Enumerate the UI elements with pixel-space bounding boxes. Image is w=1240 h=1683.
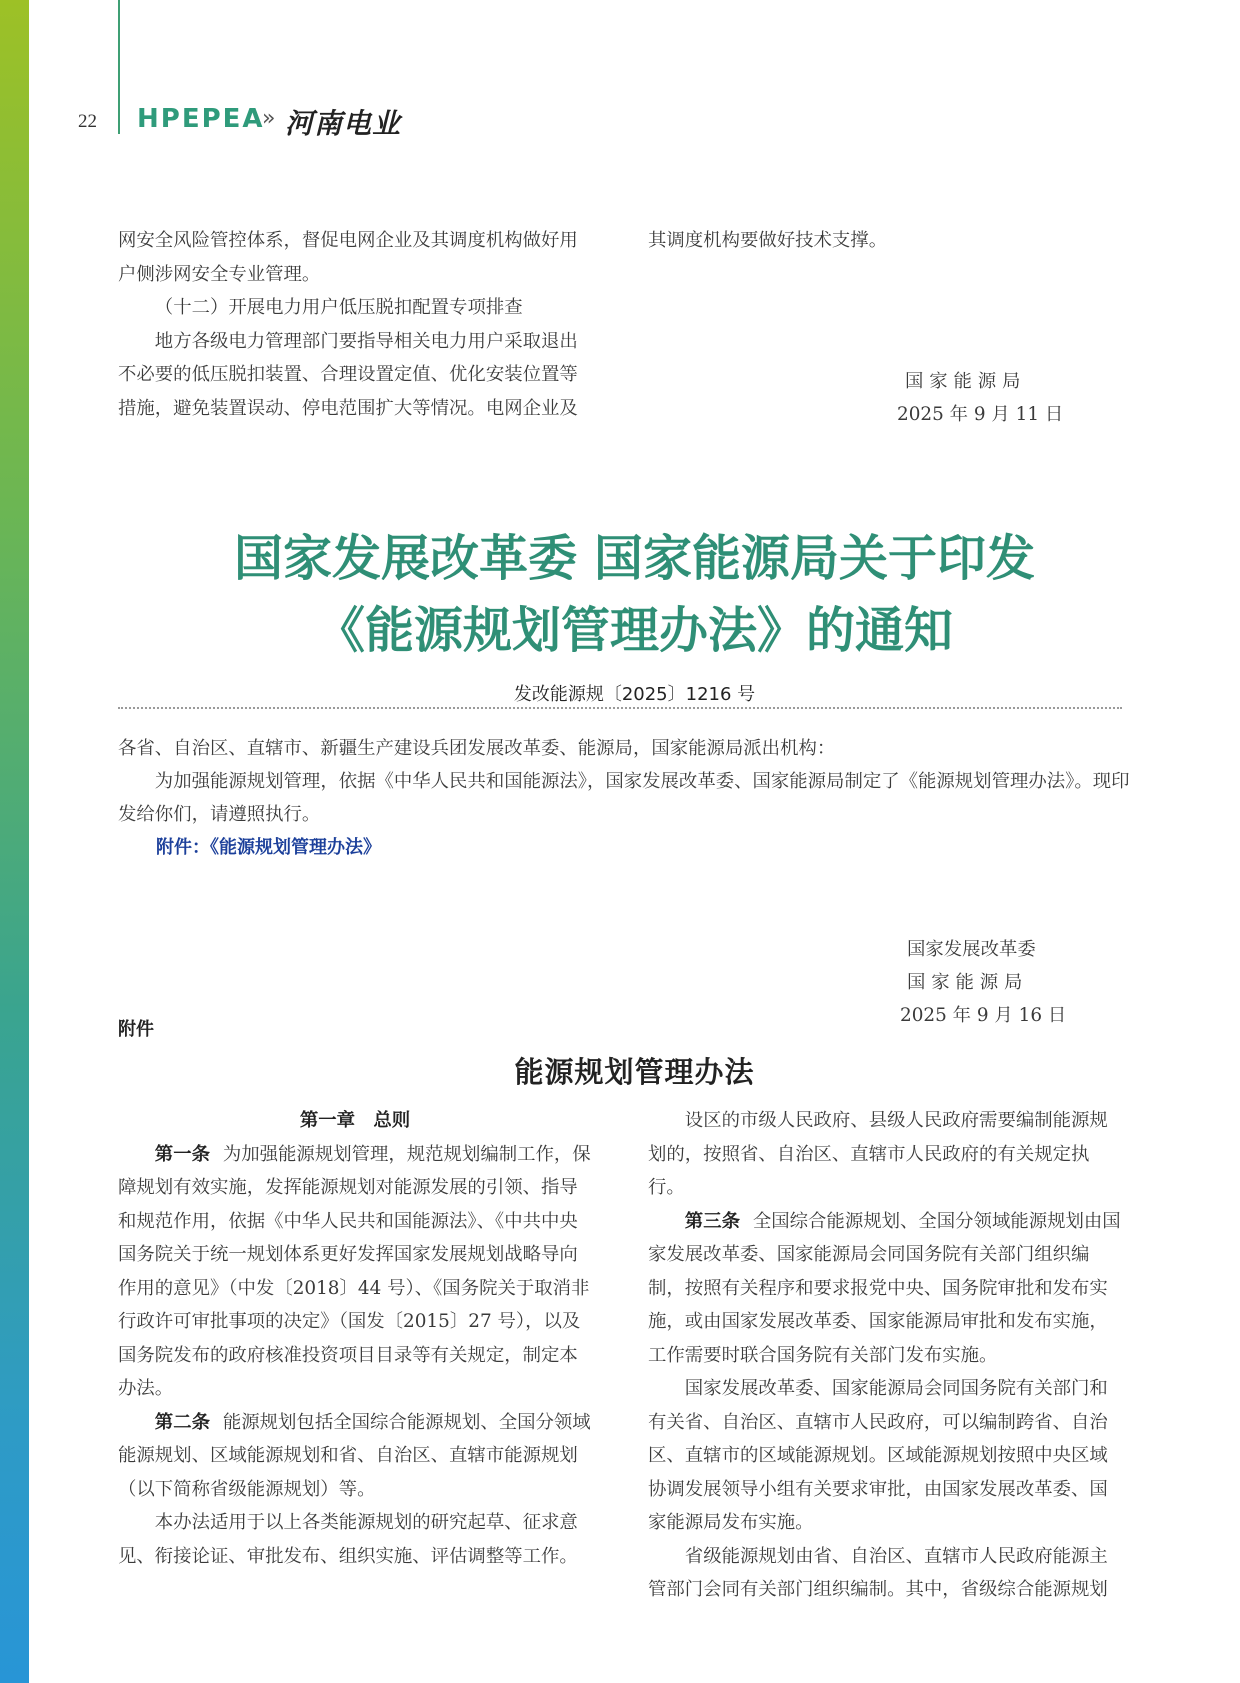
chapter-heading: 第一章 总则	[299, 1110, 411, 1131]
bottom-left-column	[118, 1104, 592, 1573]
section-heading-12: （十二）开展电力用户低压脱扣配置专项排查	[154, 297, 523, 318]
top-right-column	[648, 224, 1122, 258]
article-label: 第三条	[684, 1210, 740, 1232]
paragraph: 其调度机构要做好技术支撑。	[648, 230, 888, 251]
addressee: 各省、自治区、直辖市、新疆生产建设兵团发展改革委、能源局，国家能源局派出机构：	[118, 738, 836, 759]
magazine-logo-chinese: 河南电业	[285, 107, 402, 140]
paragraph: 设区的市级人民政府、县级人民政府需要编制能源规划的，按照省、自治区、直辖市人民政府的有关规定执行。	[648, 1110, 1108, 1198]
dotted-divider	[118, 707, 1122, 709]
signature-org-ndrc: 国家发展改革委	[907, 939, 1036, 960]
magazine-logo-latin: HPEPEA	[137, 104, 265, 134]
page-number: 22	[78, 111, 97, 132]
article-text: 为加强能源规划管理，规范规划编制工作，保障规划有效实施，发挥能源规划对能源发展的引领、指导和规范作用，依据《中华人民共和国能源法》、《中共中央国务院关于统一规划体系更好发挥国家发展规划战略导向作用的意见》（中发〔2018〕44 号）、《国务院关于取消非行政许可审批事项的决定》（国发〔2015〕27 号），以及国务院发布的政府核准投资项目目录等有关规定，制定本办法。	[118, 1143, 591, 1399]
paragraph: 地方各级电力管理部门要指导相关电力用户采取退出不必要的低压脱扣装置、合理设置定值、优化安装位置等措施，避免装置误动、停电范围扩大等情况。电网企业及	[118, 330, 578, 419]
paragraph: 本办法适用于以上各类能源规划的研究起草、征求意见、衔接论证、审批发布、组织实施、评估调整等工作。	[118, 1512, 578, 1567]
notice-paragraph: 为加强能源规划管理，依据《中华人民共和国能源法》，国家发展改革委、国家能源局制定了《能源规划管理办法》。现印发给你们，请遵照执行。	[118, 771, 1130, 825]
article-label: 第一条	[154, 1143, 210, 1165]
appendix-label: 附件	[118, 1019, 154, 1040]
regulation-title: 能源规划管理办法	[514, 1055, 755, 1089]
signature-org-nea: 国 家 能 源 局	[907, 972, 1023, 993]
notice-body	[118, 732, 1136, 831]
logo-separator: »	[262, 106, 276, 131]
attachment-link[interactable]: 附件：《能源规划管理办法》	[156, 837, 381, 858]
top-left-column	[118, 224, 592, 425]
article-3	[648, 1205, 1122, 1373]
article-2	[118, 1406, 592, 1507]
paragraph: 网安全风险管控体系，督促电网企业及其调度机构做好用户侧涉网安全专业管理。	[118, 230, 578, 285]
decorative-gradient-bar	[0, 0, 29, 1683]
article-1	[118, 1138, 592, 1406]
signature-date: 2025 年 9 月 16 日	[900, 1005, 1067, 1026]
paragraph: 国家发展改革委、国家能源局会同国务院有关部门和有关省、自治区、直辖市人民政府，可以编制跨省、自治区、直辖市的区域能源规划。区域能源规划按照中央区域协调发展领导小组有关要求审批，由国家发展改革委、国家能源局发布实施。	[648, 1378, 1108, 1533]
notice-title-line-2: 《能源规划管理办法》的通知	[315, 601, 953, 659]
notice-title-line-1: 国家发展改革委 国家能源局关于印发	[233, 529, 1036, 587]
signature-block-nea	[897, 365, 1064, 431]
article-text: 全国综合能源规划、全国分领域能源规划由国家发展改革委、国家能源局会同国务院有关部门组织编制，按照有关程序和要求报党中央、国务院审批和发布实施，或由国家发展改革委、国家能源局审批和发布实施，工作需要时联合国务院有关部门发布实施。	[648, 1210, 1121, 1366]
signature-block-joint	[900, 933, 1067, 1032]
signature-date: 2025 年 9 月 11 日	[897, 404, 1064, 425]
bottom-right-column	[648, 1104, 1122, 1607]
header-divider	[118, 0, 120, 134]
paragraph: 省级能源规划由省、自治区、直辖市人民政府能源主管部门会同有关部门组织编制。其中，省级综合能源规划	[648, 1545, 1108, 1600]
article-label: 第二条	[154, 1411, 210, 1433]
article-text: 能源规划包括全国综合能源规划、全国分领域能源规划、区域能源规划和省、自治区、直辖市能源规划（以下简称省级能源规划）等。	[118, 1411, 591, 1500]
signature-org: 国 家 能 源 局	[905, 371, 1021, 392]
document-number: 发改能源规〔2025〕1216 号	[513, 684, 756, 705]
